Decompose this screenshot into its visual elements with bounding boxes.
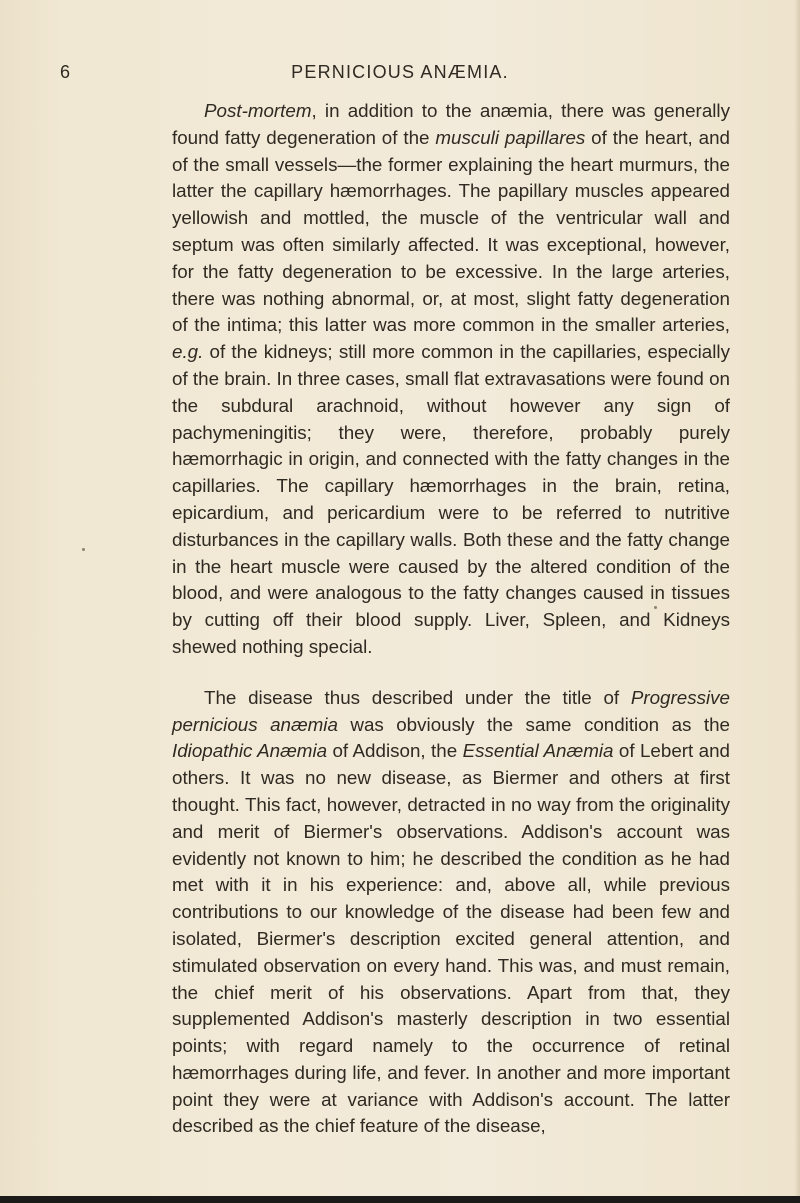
paper-speck — [654, 606, 657, 609]
text-segment: of Lebert and others. It was no new disease, as Biermer and others at first thought. This fact, however, detracted in no way from the originality and merit of Biermer's observations. Addison's account was evidently not known to him; he described the condition as he had met with it in his experience: and, above all, while previous contributions to our knowledge of the disease had been few and isolated, Biermer's description excited general attention, and stimulated observation on every hand. This was, and must remain, the chief merit of his observations. Apart from that, they supplemented Addison's masterly description in two essential points; with regard namely to the occurrence of retinal hæmorrhages during life, and fever. In another and more important point they were at variance with Addison's account. The latter described as the chief feature of the disease, — [172, 740, 730, 1137]
italic-text-segment: Idiopathic Anæmia — [172, 740, 328, 762]
text-segment: , in addition to the anæmia, there was generally found fatty degeneration of the — [172, 100, 730, 148]
text-segment: of Addison, the — [327, 740, 463, 762]
italic-text-segment: musculi papillares — [435, 126, 586, 148]
paragraph — [172, 685, 730, 1141]
body-text — [172, 98, 730, 1140]
page-edge-shadow — [794, 0, 800, 1203]
text-segment: was obviously the same condition as the — [337, 713, 730, 735]
text-segment: of the heart, and of the small vessels—the former explaining the heart murmurs, the latter the capillary hæmorrhages. The papillary muscles appeared yellowish and mottled, the muscle of the ventricular wall and septum was often similarly affected. It was exceptional, however, for the fatty degeneration to be excessive. In the large arteries, there was nothing abnormal, or, at most, slight fatty degeneration of the intima; this latter was more common in the smaller arteries, — [172, 126, 730, 336]
italic-text-segment: Essential Anæmia — [462, 740, 614, 762]
paragraph — [172, 98, 730, 661]
text-segment: The disease thus described under the title of — [204, 686, 631, 708]
italic-text-segment: Post-mortem — [204, 100, 312, 121]
scan-bottom-edge — [0, 1196, 800, 1203]
italic-text-segment: e.g. — [172, 341, 204, 363]
running-title: PERNICIOUS ANÆMIA. — [291, 62, 509, 82]
paper-speck — [82, 548, 85, 551]
text-segment: of the kidneys; still more common in the capillaries, especially of the brain. In three cases, small flat extravasations were found on the subdural arachnoid, without however any sign of pachymeningitis; they were, therefore, probably purely hæmorrhagic in origin, and connected with the fatty changes in the capillaries. The capillary hæmorrhages in the brain, retina, epicardium, and pericardium were to be referred to nutritive disturbances in the capillary walls. Both these and the fatty change in the heart muscle were caused by the altered condition of the blood, and were analogous to the fatty changes caused in tissues by cutting off their blood supply. Liver, Spleen, and Kidneys shewed nothing special. — [172, 341, 730, 657]
page-header — [60, 62, 740, 86]
italic-text-segment: Progressive pernicious anæmia — [172, 686, 730, 735]
page-number: 6 — [60, 62, 71, 82]
